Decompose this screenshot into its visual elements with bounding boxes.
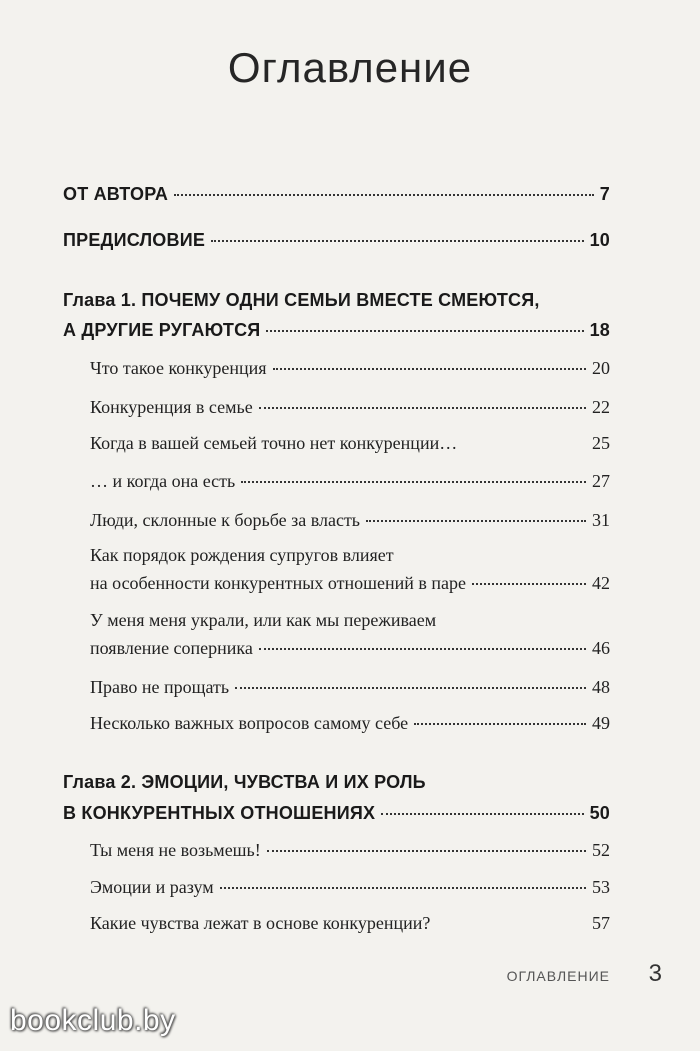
dot-leader xyxy=(220,887,586,889)
toc-entry-text: ОТ АВТОРА xyxy=(63,184,169,204)
toc-subentry[interactable] xyxy=(90,913,610,934)
toc-page-number: 20 xyxy=(592,358,610,378)
toc-entry-text: на особенности конкурентных отношений в паре xyxy=(90,573,466,593)
running-footer-label: ОГЛАВЛЕНИЕ xyxy=(506,968,610,984)
chapter-2-title-line1[interactable]: Глава 2. ЭМОЦИИ, ЧУВСТВА И ИХ РОЛЬ xyxy=(63,772,426,792)
dot-leader xyxy=(273,368,586,370)
toc-page-number: 46 xyxy=(592,638,610,658)
toc-subentry-line1[interactable]: Как порядок рождения супругов влияет xyxy=(90,545,394,565)
toc-entry-text: Какие чувства лежат в основе конкуренции? xyxy=(90,913,431,933)
toc-subentry-line1[interactable]: У меня меня украли, или как мы переживаем xyxy=(90,610,437,630)
dot-leader xyxy=(211,240,584,242)
chapter-1-title-line2: А ДРУГИЕ РУГАЮТСЯ xyxy=(63,320,261,340)
toc-page-number: 57 xyxy=(592,913,610,933)
toc-subentry[interactable] xyxy=(90,877,610,898)
toc-page-number: 7 xyxy=(599,184,610,204)
toc-subentry[interactable] xyxy=(90,358,610,379)
toc-entry-text: появление соперника xyxy=(90,638,253,658)
dot-leader xyxy=(266,330,583,332)
toc-entry-preface[interactable] xyxy=(63,230,610,251)
toc-page-number: 50 xyxy=(589,803,610,823)
toc-subentry[interactable] xyxy=(90,840,610,861)
toc-page-number: 42 xyxy=(592,573,610,593)
watermark-logo: bookclub.by xyxy=(10,1004,176,1037)
dot-leader xyxy=(267,850,586,852)
toc-entry-chapter-2[interactable] xyxy=(63,803,610,824)
dot-leader xyxy=(366,520,586,522)
toc-page-number: 31 xyxy=(592,510,610,530)
dot-leader xyxy=(241,481,586,483)
toc-entry-chapter-1[interactable] xyxy=(63,320,610,341)
dot-leader xyxy=(174,194,594,196)
dot-leader xyxy=(235,687,586,689)
toc-entry-text: Люди, склонные к борьбе за власть xyxy=(90,510,361,530)
page-number: 3 xyxy=(648,960,662,987)
toc-page-number: 10 xyxy=(589,230,610,250)
toc-page-number: 27 xyxy=(592,471,610,491)
toc-page-number: 18 xyxy=(589,320,610,340)
toc-page-number: 53 xyxy=(592,877,610,897)
toc-entry-author[interactable] xyxy=(63,184,610,205)
toc-page-number: 22 xyxy=(592,397,610,417)
toc-subentry[interactable] xyxy=(90,397,610,418)
chapter-1-title-line1[interactable]: Глава 1. ПОЧЕМУ ОДНИ СЕМЬИ ВМЕСТЕ СМЕЮТСЯ, xyxy=(63,290,540,310)
toc-subentry[interactable] xyxy=(90,433,610,454)
toc-entry-text: Ты меня не возьмешь! xyxy=(90,840,261,860)
toc-subentry[interactable] xyxy=(90,713,610,734)
dot-leader xyxy=(381,813,583,815)
toc-entry-text: Эмоции и разум xyxy=(90,877,214,897)
toc-page-number: 48 xyxy=(592,677,610,697)
toc-entry-text: Право не прощать xyxy=(90,677,230,697)
toc-page-number: 52 xyxy=(592,840,610,860)
toc-entry-text: Когда в вашей семьей точно нет конкуренции… xyxy=(90,433,458,453)
toc-page-number: 25 xyxy=(592,433,610,453)
toc-entry-text: ПРЕДИСЛОВИЕ xyxy=(63,230,206,250)
dot-leader xyxy=(259,407,586,409)
toc-entry-text: Конкуренция в семье xyxy=(90,397,253,417)
toc-subentry[interactable] xyxy=(90,510,610,531)
toc-subentry[interactable] xyxy=(90,638,610,659)
toc-subentry[interactable] xyxy=(90,677,610,698)
dot-leader xyxy=(472,583,586,585)
dot-leader xyxy=(259,648,586,650)
chapter-2-title-line2: В КОНКУРЕНТНЫХ ОТНОШЕНИЯХ xyxy=(63,803,376,823)
toc-page-number: 49 xyxy=(592,713,610,733)
toc-entry-text: Несколько важных вопросов самому себе xyxy=(90,713,409,733)
page-title: Оглавление xyxy=(227,44,473,91)
toc-entry-text: … и когда она есть xyxy=(90,471,236,491)
dot-leader xyxy=(414,723,586,725)
toc-subentry[interactable] xyxy=(90,573,610,594)
toc-subentry[interactable] xyxy=(90,471,610,492)
toc-entry-text: Что такое конкуренция xyxy=(90,358,267,378)
